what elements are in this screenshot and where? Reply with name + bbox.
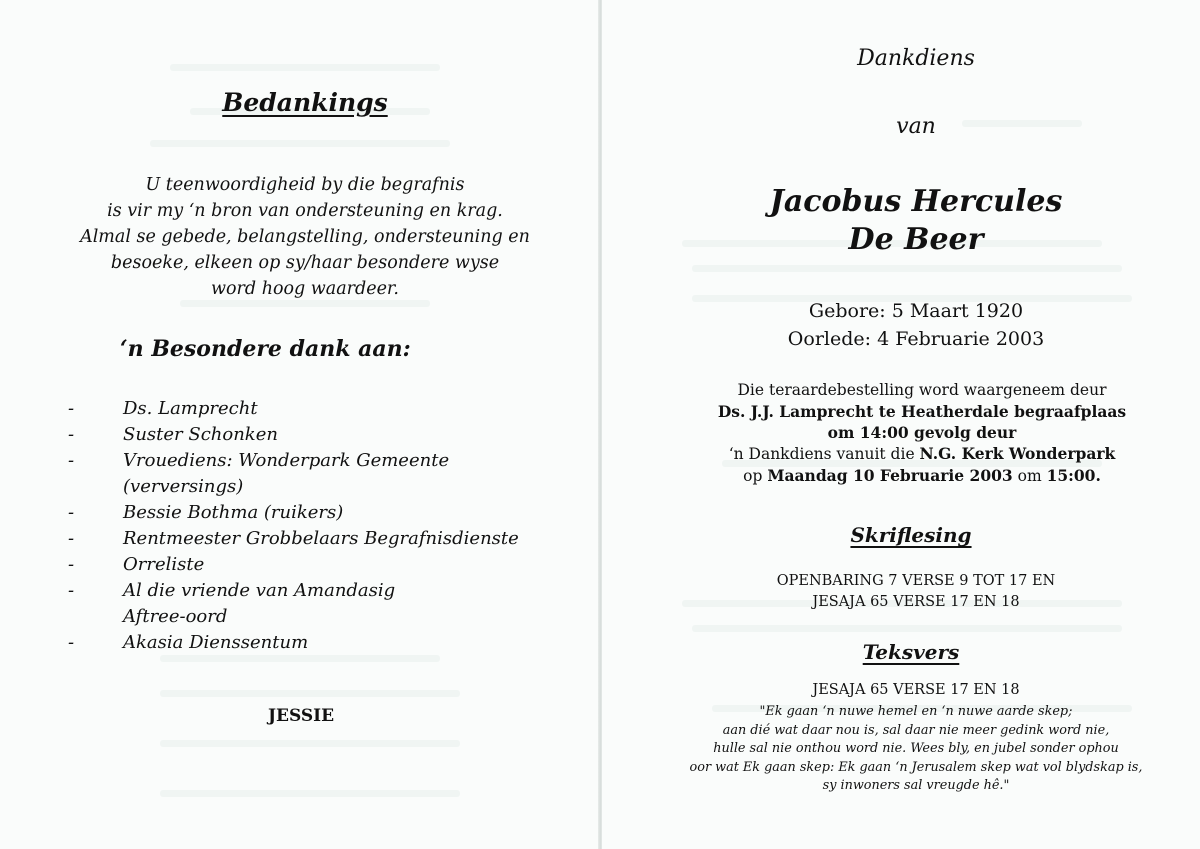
name-line: De Beer	[848, 222, 984, 257]
list-item-text: Ds. Lamprecht	[123, 398, 258, 419]
intro-line: is vir my ‘n bron van ondersteuning en krag.	[107, 201, 503, 221]
list-item-text: (verversings)	[123, 476, 244, 497]
thanks-title: Bedankings	[222, 88, 388, 117]
list-item-text: Orreliste	[123, 554, 205, 575]
list-item	[68, 474, 519, 500]
burial-text: om	[1012, 467, 1047, 485]
verse-line: hulle sal nie onthou word nie. Wees bly, en jubel sonder ophou	[713, 741, 1119, 756]
intro-paragraph	[60, 172, 550, 302]
scripture-reading-title: Skriflesing	[850, 523, 972, 547]
church-name: N.G. Kerk Wonderpark	[919, 444, 1116, 463]
list-item-text: Vrouediens: Wonderpark Gemeente	[123, 450, 450, 471]
intro-line: Almal se gebede, belangstelling, ondersteuning en	[80, 227, 530, 247]
burial-line	[602, 465, 1200, 487]
service-date: Maandag 10 Februarie 2003	[767, 466, 1013, 485]
right-page	[602, 0, 1200, 849]
list-item-text: Rentmeester Grobbelaars Begrafnisdienste	[123, 528, 519, 549]
verse-line: sy inwoners sal vreugde hê."	[822, 778, 1010, 793]
scripture-readings	[602, 571, 1200, 613]
verse-line: aan dié wat daar nou is, sal daar nie meer gedink word nie,	[722, 722, 1110, 738]
burial-text: ‘n Dankdiens vanuit die	[728, 445, 920, 463]
burial-line: Ds. J.J. Lamprecht te Heatherdale begraafplaas	[717, 402, 1127, 421]
special-thanks-heading: ‘n Besondere dank aan:	[120, 336, 411, 362]
burial-text: op	[743, 467, 768, 485]
list-item	[68, 448, 519, 474]
life-dates	[602, 297, 1200, 353]
born-date: Gebore: 5 Maart 1920	[808, 300, 1024, 322]
burial-line	[602, 443, 1200, 465]
burial-line: om 14:00 gevolg deur	[827, 423, 1017, 442]
list-dash: -	[68, 424, 75, 445]
verse-line: "Ek gaan ‘n nuwe hemel en ‘n nuwe aarde skep;	[759, 704, 1073, 719]
list-item-text: Bessie Bothma (ruikers)	[123, 502, 344, 523]
list-dash: -	[68, 398, 75, 419]
list-dash: -	[68, 554, 75, 575]
list-dash: -	[68, 580, 75, 601]
name-line: Jacobus Hercules	[769, 184, 1063, 219]
list-item	[68, 526, 519, 552]
verse-quote	[602, 703, 1200, 796]
list-item-text: Al die vriende van Amandasig	[123, 580, 396, 601]
burial-line: Die teraardebestelling word waargeneem deur	[737, 381, 1107, 399]
verse-reference: JESAJA 65 VERSE 17 EN 18	[812, 682, 1020, 698]
service-label: Dankdiens	[857, 46, 975, 71]
list-item	[68, 578, 519, 604]
list-item-text: Aftree-oord	[123, 606, 228, 627]
list-item-text: Akasia Dienssentum	[123, 632, 309, 653]
verse-line: oor wat Ek gaan skep: Ek gaan ‘n Jerusalem skep wat vol blydskap is,	[689, 759, 1143, 775]
reading-line: JESAJA 65 VERSE 17 EN 18	[812, 594, 1020, 610]
signature: JESSIE	[268, 706, 335, 726]
intro-line: besoeke, elkeen op sy/haar besondere wyse	[110, 253, 500, 273]
died-date: Oorlede: 4 Februarie 2003	[787, 328, 1045, 350]
reading-line: OPENBARING 7 VERSE 9 TOT 17 EN	[776, 573, 1056, 589]
list-dash: -	[68, 632, 75, 653]
list-dash: -	[68, 528, 75, 549]
burial-info	[602, 380, 1200, 487]
list-dash: -	[68, 450, 75, 471]
intro-line: U teenwoordigheid by die begrafnis	[145, 175, 465, 195]
list-item	[68, 500, 519, 526]
intro-line: word hoog waardeer.	[211, 279, 399, 299]
list-dash: -	[68, 502, 75, 523]
van-label: van	[896, 114, 936, 139]
text-verse-title: Teksvers	[862, 640, 960, 664]
deceased-name	[602, 183, 1200, 259]
list-item	[68, 396, 519, 422]
service-time: 15:00.	[1046, 466, 1101, 485]
list-item	[68, 552, 519, 578]
list-item	[68, 422, 519, 448]
list-item	[68, 604, 519, 630]
thanks-list	[68, 396, 519, 656]
list-item	[68, 630, 519, 656]
list-item-text: Suster Schonken	[123, 424, 278, 445]
